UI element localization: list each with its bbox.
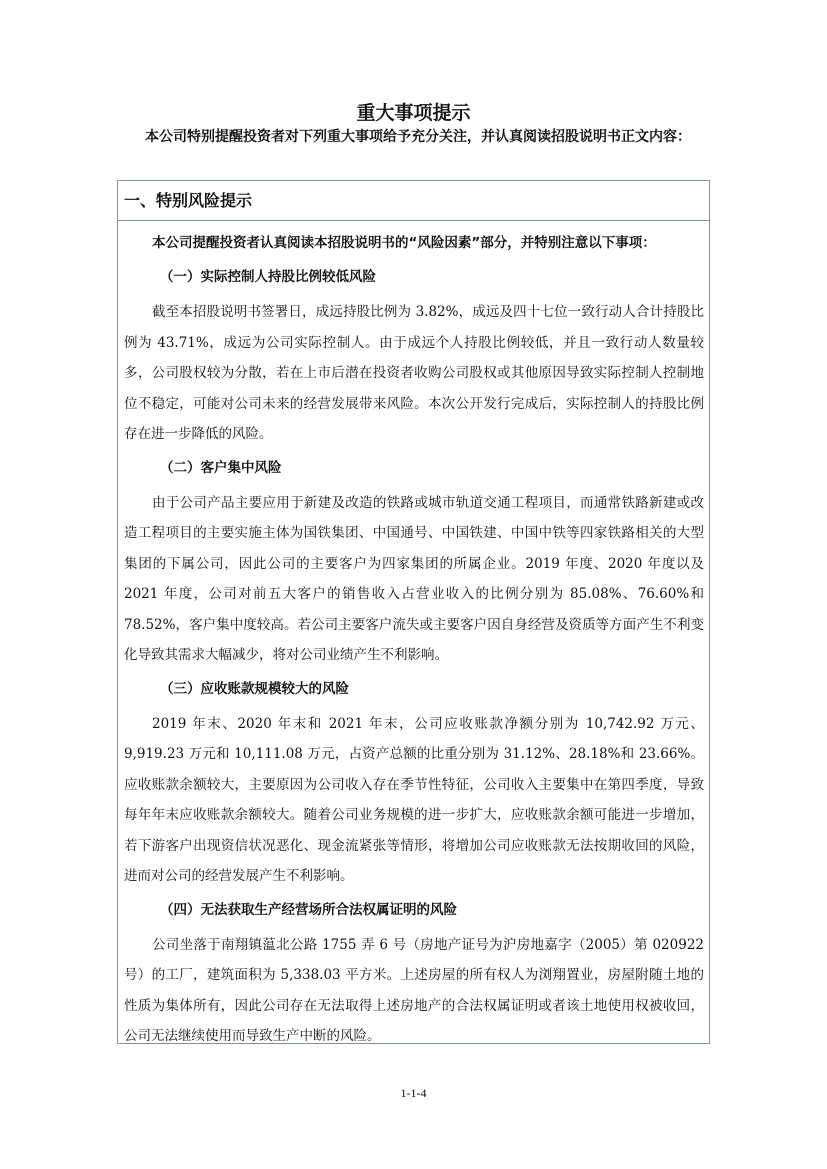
risk-heading-customer: （二）客户集中风险 — [160, 459, 282, 476]
risk-body-property: 公司坐落于南翔镇蕰北公路 1755 弄 6 号（房地产证号为沪房地嘉字（2005）第 020922 号）的工厂，建筑面积为 5,338.03 平方米。上述房屋的所有权人为浏翔置业，房屋附随土地的性质为集体所有，因此公司存在无法取得上述房地产的合法权属证明或者该土地使用权被收回，公司无法继续使用而导致生产中断的风险。 — [124, 936, 704, 1044]
section-divider — [117, 220, 710, 221]
risk-body-customer: 由于公司产品主要应用于新建及改造的铁路或城市轨道交通工程项目，而通常铁路新建或改造工程项目的主要实施主体为国铁集团、中国通号、中国铁建、中国中铁等四家铁路相关的大型集团的下属公司，因此公司的主要客户为四家集团的所属企业。2019 年度、2020 年度以及 2021 年度，公司对前五大客户的销售收入占营业收入的比例分别为 85.08%、76.60%和 78.52%，客户集中度较高。若公司主要客户流失或主要客户因自身经营及资质等方面产生不利变化导致其需求大幅减少，将对公司业绩产生不利影响。 — [124, 494, 704, 663]
section-heading: 一、特别风险提示 — [124, 191, 253, 210]
risk-heading-control: （一）实际控制人持股比例较低风险 — [160, 269, 376, 285]
risk-body-receivables: 2019 年末、2020 年末和 2021 年末，公司应收账款净额分别为 10,742.92 万元、9,919.23 万元和 10,111.08 万元，占资产总额的比重分别为 31.12%、28.18%和 23.66%。应收账款余额较大，主要原因为公司收入存在季节性特征，公司收入主要集中在第四季度，导致每年年末应收账款余额较大。随着公司业务规模的进一步扩大，应收账款余额可能进一步增加，若下游客户出现资信状况恶化、现金流紧张等情形，将增加公司应收账款无法按期收回的风险，进而对公司的经营发展产生不利影响。 — [124, 715, 704, 884]
risk-section-content — [124, 228, 704, 1057]
page-number: 1-1-4 — [400, 1086, 427, 1100]
section-lead: 本公司提醒投资者认真阅读本招股说明书的“风险因素”部分，并特别注意以下事项： — [152, 235, 656, 251]
page-title: 重大事项提示 — [356, 102, 471, 124]
risk-heading-receivables: （三）应收账款规模较大的风险 — [160, 680, 349, 697]
risk-body-control: 截至本招股说明书签署日，成远持股比例为 3.82%，成远及四十七位一致行动人合计持股比例为 43.71%，成远为公司实际控制人。由于成远个人持股比例较低，并且一致行动人数量较多，公司股权较为分散，若在上市后潜在投资者收购公司股权或其他原因导致实际控制人控制地位不稳定，可能对公司未来的经营发展带来风险。本次公开发行完成后，实际控制人的持股比例存在进一步降低的风险。 — [124, 304, 704, 442]
risk-heading-property: （四）无法获取生产经营场所合法权属证明的风险 — [160, 901, 457, 918]
investor-notice: 本公司特别提醒投资者对下列重大事项给予充分关注，并认真阅读招股说明书正文内容： — [145, 129, 691, 145]
